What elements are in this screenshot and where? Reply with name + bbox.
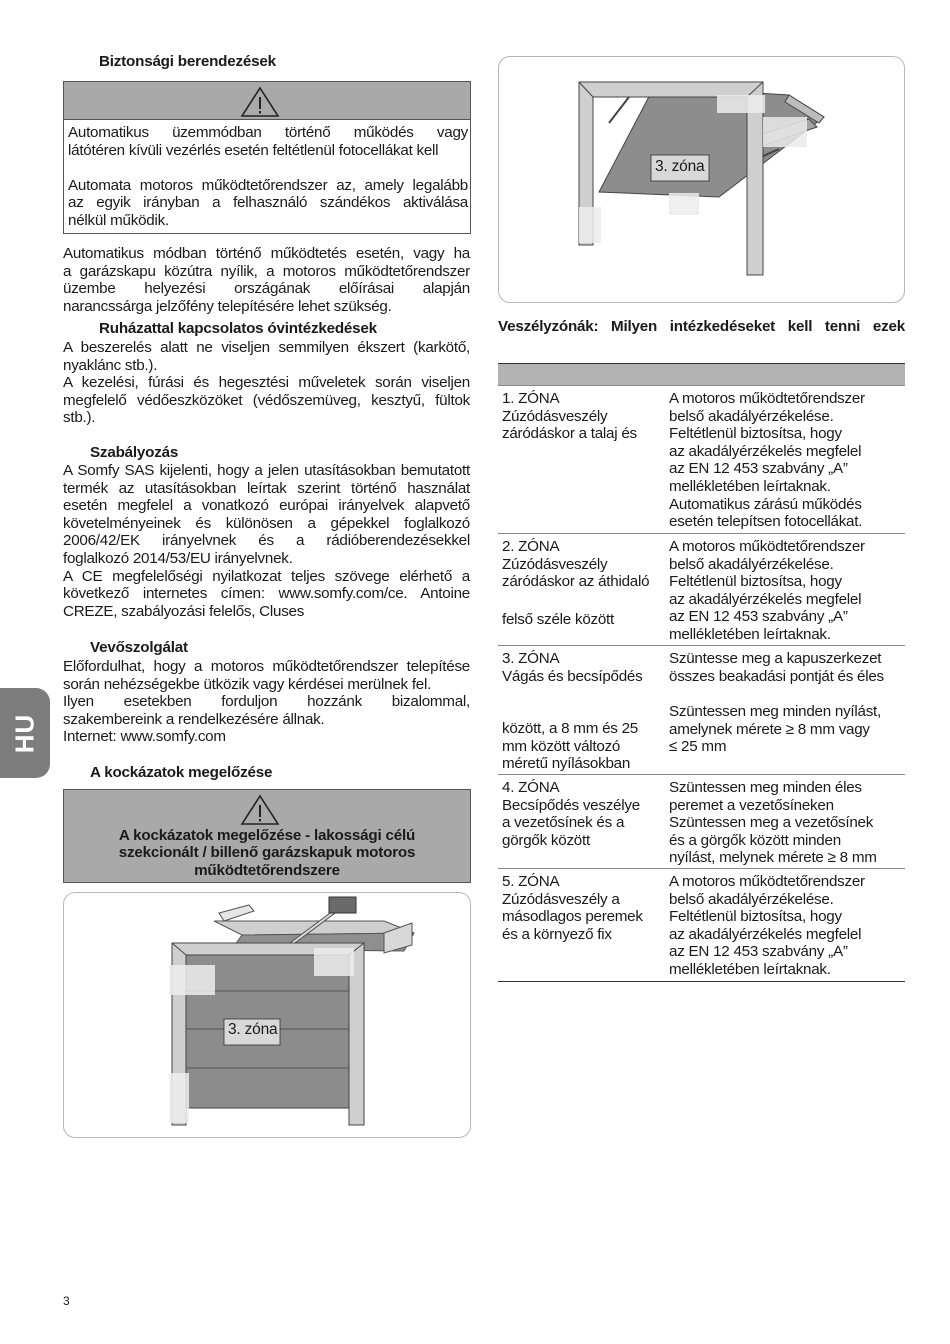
zone-row-5 (498, 868, 905, 982)
text-line: üzembe helyezési országának előírásai alapján (63, 280, 470, 298)
language-tab-label: HU (9, 713, 40, 754)
zone-measure-line: Feltétlenül biztosítsa, hogy (669, 908, 842, 926)
warning-triangle-icon (240, 794, 280, 826)
warning-text-line: Automatikus üzemmódban történő működés vagy (68, 124, 468, 141)
text-line: nyaklánc stb.). (63, 356, 158, 374)
zone-desc-line: Becsípődés veszélye (502, 796, 640, 814)
service-paragraph (63, 658, 470, 746)
zone-title: 4. ZÓNA (502, 779, 560, 796)
zone-desc-line: Zúzódásveszély (502, 555, 608, 573)
text-line: a garázskapu közútra nyílik, a motoros működtetőrendszer (63, 262, 470, 280)
zone-measure-line: összes beakadási pontját és éles (669, 667, 884, 685)
warning-box-header (64, 82, 470, 120)
zone-measure-line: mellékletében leírtaknak. (669, 477, 831, 495)
text-line: követelményeinek és különösen a gépekkel foglalkozó (63, 514, 470, 532)
zone-3-label: 3. zóna (655, 158, 705, 175)
text-line: Automatikus módban történő működtetés esetén, vagy ha (63, 245, 470, 262)
text-line: A beszerelés alatt ne viseljen semmilyen ékszert (karkötő, (63, 339, 470, 356)
zone-title: 1. ZÓNA (502, 390, 560, 407)
zone-desc-line: és a környező fix (502, 925, 612, 943)
warning-text-line: látótéren kívüli vezérlés esetén feltétlenül fotocellákat kell (68, 141, 439, 159)
zone-title: 3. ZÓNA (502, 650, 560, 667)
text-line: során nehézségekbe ütközik vagy kérdései merülnek fel. (63, 675, 432, 693)
sectional-door-figure (63, 892, 471, 1138)
zone-measure-line: A motoros működtetőrendszer (669, 390, 865, 407)
zone-desc-line: másodlagos peremek (502, 908, 643, 926)
zone-measure-line: peremet a vezetősíneken (669, 796, 834, 814)
zone-measure-line: belső akadályérzékelése. (669, 555, 834, 573)
text-line: szakembereink a rendelkezésére állnak. (63, 710, 325, 728)
zones-table-header (498, 363, 905, 386)
zone-desc-line: felső széle között (502, 610, 614, 628)
zone-row-2 (498, 533, 905, 646)
warning-text-line: Automata motoros működtetőrendszer az, amely legalább (68, 176, 468, 194)
text-line: narancssárga jelzőfény telepítésére lehet szükség. (63, 297, 392, 315)
warning-text-line: az egyik irányban a felhasználó szándékos aktiválása (68, 194, 468, 212)
zone-row-1 (498, 385, 905, 532)
regulation-paragraph (63, 462, 470, 620)
orange-light-paragraph (63, 245, 470, 315)
zone-desc-line: záródáskor az áthidaló (502, 573, 650, 591)
warning-triangle-icon (240, 86, 280, 118)
zone-measure-line: A motoros működtetőrendszer (669, 873, 865, 890)
text-line: Előfordulhat, hogy a motoros működtetőrendszer telepítése (63, 658, 470, 675)
warning-text-line: nélkül működik. (68, 211, 169, 229)
page-number: 3 (63, 1294, 70, 1308)
zone-measure-line: az akadályérzékelés megfelel (669, 442, 862, 460)
zone-measure-line: mellékletében leírtaknak. (669, 960, 831, 978)
tilting-door-illustration (499, 57, 904, 302)
warning-box-risk (63, 789, 471, 883)
text-line: foglalkozó 2014/53/EU irányelvnek. (63, 549, 293, 567)
tilting-door-figure (498, 56, 905, 303)
zone-measure-line: mellékletében leírtaknak. (669, 625, 831, 643)
text-line: megfelelő védőeszközöket (védőszemüveg, kesztyű, fültok (63, 391, 470, 409)
zone-measure-line: az akadályérzékelés megfelel (669, 925, 862, 943)
text-line: stb.). (63, 409, 96, 427)
text-line: A Somfy SAS kijelenti, hogy a jelen utasításokban bemutatott (63, 462, 470, 479)
regulation-heading: Szabályozás (90, 444, 179, 461)
zone-desc-line: Vágás és becsípődés (502, 667, 643, 685)
clothing-heading: Ruházattal kapcsolatos óvintézkedések (99, 320, 377, 337)
text-line: 2006/42/EK irányelvnek és a rádióberendezésekkel (63, 532, 470, 550)
language-tab (0, 688, 50, 778)
zone-measure-line: A motoros működtetőrendszer (669, 538, 865, 555)
service-heading: Vevőszolgálat (90, 639, 188, 656)
text-line: következő internetes címen: www.somfy.com/ce. Antoine (63, 585, 470, 603)
text-line: termék az utasításokban leírtak szerint történő használat (63, 479, 470, 497)
zone-measure-line: Szüntessen meg minden nyílást, (669, 703, 881, 721)
zone-measure-line: Szüntessen meg minden éles (669, 779, 862, 796)
warning-box-photocells (63, 81, 471, 234)
zone-desc-line: méretű nyílásokban (502, 755, 631, 773)
text-line: A CE megfelelőségi nyilatkozat teljes szövege elérhető a (63, 567, 470, 585)
zone-measure-line: esetén telepítsen fotocellákat. (669, 513, 863, 531)
safety-heading: Biztonsági berendezések (99, 53, 276, 70)
zone-desc-line: záródáskor a talaj és (502, 425, 637, 443)
zone-measure-line: belső akadályérzékelése. (669, 407, 834, 425)
zone-measure-line: és a görgők között minden (669, 831, 841, 849)
text-line: Internet: www.somfy.com (63, 728, 226, 746)
zone-measure-line: az EN 12 453 szabvány „A” (669, 460, 848, 478)
zone-measure-line: Feltétlenül biztosítsa, hogy (669, 573, 842, 591)
zone-measure-line: amelynek mérete ≥ 8 mm vagy (669, 720, 870, 738)
zone-desc-line: Zúzódásveszély a (502, 890, 620, 908)
text-line: A kezelési, fúrási és hegesztési műveletek során viseljen (63, 374, 470, 392)
text-line: esetén megfelel a vonatkozó európai irányelvek alapvető (63, 497, 470, 515)
zone-title: 2. ZÓNA (502, 538, 560, 555)
zone-desc-line: a vezetősínek és a (502, 814, 625, 832)
zone-desc-line: Zúzódásveszély (502, 407, 608, 425)
zone-measure-line: nyílást, melynek mérete ≥ 8 mm (669, 849, 877, 867)
zone-3-label: 3. zóna (228, 1021, 278, 1038)
zone-desc-line: mm között változó (502, 737, 621, 755)
zone-row-3 (498, 645, 905, 774)
zone-measure-line: Automatikus zárású működés (669, 495, 862, 513)
clothing-paragraph (63, 339, 470, 427)
zone-measure-line: Feltétlenül biztosítsa, hogy (669, 425, 842, 443)
warning-title-line: A kockázatok megelőzése - lakossági célú (118, 827, 416, 844)
zone-title: 5. ZÓNA (502, 873, 560, 890)
sectional-door-illustration (64, 893, 470, 1137)
zone-measure-line: az akadályérzékelés megfelel (669, 590, 862, 608)
zone-row-4 (498, 774, 905, 867)
warning-title-line: szekcionált / billenő garázskapuk motoros (118, 844, 416, 862)
zone-measure-line: belső akadályérzékelése. (669, 890, 834, 908)
danger-zones-heading: Veszélyzónák: Milyen intézkedéseket kell tenni ezek (498, 318, 905, 335)
zone-measure-line: az EN 12 453 szabvány „A” (669, 943, 848, 961)
warning-title-line: működtetőrendszere (194, 861, 340, 879)
zone-desc-line: között, a 8 mm és 25 (502, 720, 638, 738)
zone-measure-line: az EN 12 453 szabvány „A” (669, 608, 848, 626)
text-line: CREZE, szabályozási felelős, Cluses (63, 602, 305, 620)
text-line: Ilyen esetekben forduljon hozzánk bizalommal, (63, 693, 470, 711)
risk-heading: A kockázatok megelőzése (90, 764, 273, 781)
zone-measure-line: ≤ 25 mm (669, 738, 727, 756)
zone-measure-line: Szüntessen meg a vezetősínek (669, 814, 874, 832)
zone-desc-line: görgők között (502, 831, 590, 849)
zone-measure-line: Szüntesse meg a kapuszerkezet (669, 650, 882, 667)
